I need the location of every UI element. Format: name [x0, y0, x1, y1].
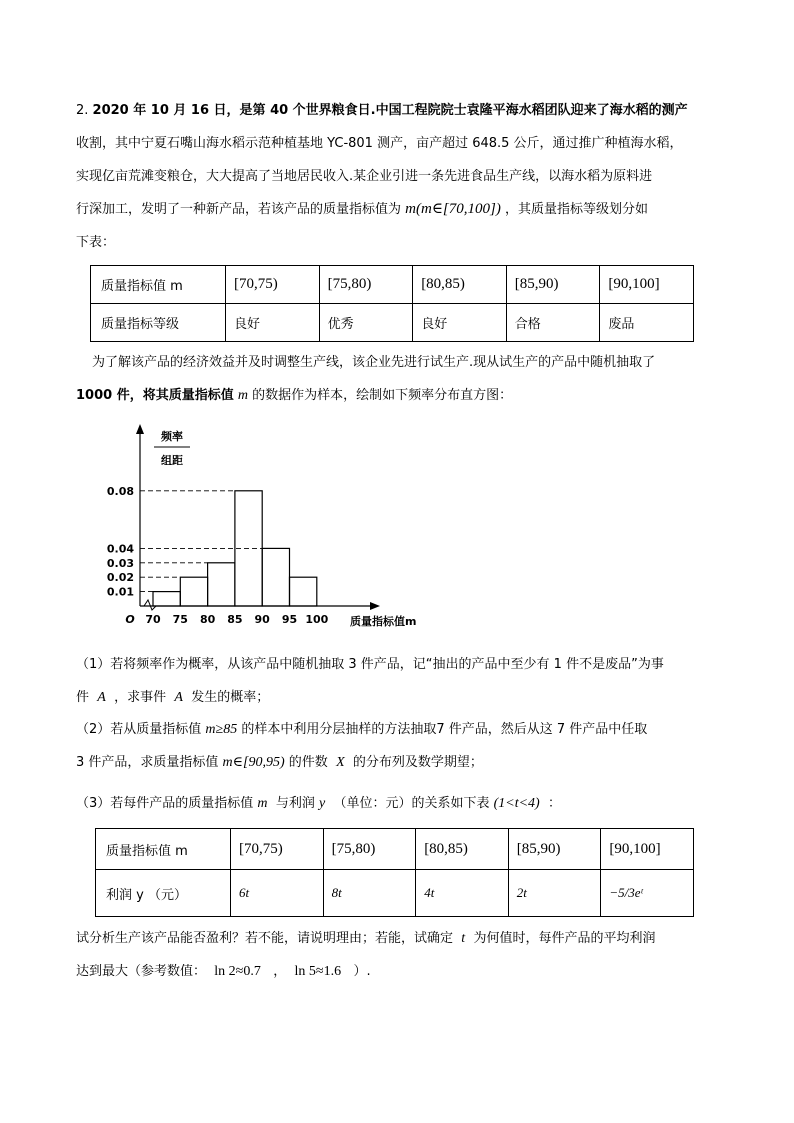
grade-level-4: 合格	[506, 304, 600, 342]
y-tick-label: 0.04	[106, 542, 134, 556]
q1-paragraph	[76, 648, 721, 714]
q2-text-2a: 3 件产品，求质量指标值	[76, 755, 219, 770]
profit-interval-1: [70,75)	[231, 829, 324, 870]
histogram-bar-95-100	[290, 577, 317, 606]
x-axis-arrow	[370, 602, 380, 610]
q1-text-2a: 件	[76, 690, 90, 705]
grade-header-level: 质量指标等级	[91, 304, 226, 342]
grade-table	[90, 265, 694, 342]
histogram-bar-90-95	[262, 548, 289, 606]
question-number: 2.	[76, 103, 93, 118]
q3-paragraph	[76, 787, 721, 820]
x-tick-label: 100	[305, 613, 329, 626]
conclusion-text-2a: 达到最大（参考数值：	[76, 964, 207, 979]
q2-paragraph	[76, 713, 721, 779]
grade-level-5: 废品	[600, 304, 694, 342]
conclusion-text-1b: 为何值时，每件产品的平均利润	[473, 931, 656, 946]
grade-level-2: 优秀	[319, 304, 413, 342]
math-ln5: ln 5≈1.6	[294, 964, 342, 979]
y-tick-label: 0.08	[106, 484, 134, 498]
axis-break-mark	[144, 600, 156, 610]
grade-interval-2: [75,80)	[319, 266, 413, 304]
q3-line-1	[76, 787, 721, 820]
histogram-bar-75-80	[180, 577, 207, 606]
sample-line-1: 为了解该产品的经济效益并及时调整生产线，该企业先进行试生产.现从试生产的产品中随机抽取了	[92, 355, 656, 370]
intro-line-4	[76, 193, 721, 226]
intro-line-1	[76, 94, 721, 127]
math-m: m	[237, 388, 248, 403]
sample-text-2a: 1000 件，将其质量指标值	[76, 388, 234, 403]
y-axis-label-bottom: 组距	[161, 454, 183, 467]
profit-interval-3: [80,85)	[416, 829, 509, 870]
q1-line-2	[76, 681, 721, 714]
math-ln2: ln 2≈0.7	[214, 964, 261, 979]
profit-value-3: 4t	[416, 870, 509, 917]
x-tick-label: 95	[281, 613, 298, 626]
y-tick-label: 0.01	[106, 585, 134, 599]
conclusion-text-2b: ）.	[353, 964, 371, 979]
y-tick-label: 0.03	[106, 556, 134, 570]
x-tick-label: 70	[145, 613, 161, 626]
frequency-histogram	[100, 420, 460, 630]
sample-paragraph	[76, 346, 721, 412]
q1-text-2b: ，求事件	[114, 690, 167, 705]
x-tick-label: 85	[227, 613, 243, 626]
x-tick-label: 80	[199, 613, 216, 626]
conclusion-line-1	[76, 922, 721, 955]
y-axis-label-top: 频率	[161, 430, 183, 443]
q1-line-1: （1）若将频率作为概率，从该产品中随机抽取 3 件产品，记“抽出的产品中至少有 1 件不是废品”为事	[76, 657, 664, 672]
conclusion-sep: ，	[273, 964, 287, 979]
profit-header-profit: 利润 y （元）	[96, 870, 231, 917]
q3-text-1c: （单位：元）的关系如下表	[333, 796, 490, 811]
grade-interval-3: [80,85)	[413, 266, 507, 304]
q2-line-2	[76, 746, 721, 779]
math-t: t	[461, 931, 466, 946]
q1-text-2c: 发生的概率；	[191, 690, 270, 705]
profit-interval-4: [85,90)	[508, 829, 601, 870]
q2-line-1	[76, 713, 721, 746]
profit-value-2: 8t	[323, 870, 416, 917]
q3-text-1d: ：	[547, 796, 561, 811]
math-m-q3: m	[257, 796, 268, 811]
intro-text-1: 2020 年 10 月 16 日，是第 40 个世界粮食日.中国工程院院士袁隆平海水稻团队迎来了海水稻的测产	[92, 103, 688, 118]
q2-text-1b: 的样本中利用分层抽样的方法抽取7 件产品，然后从这 7 件产品中任取	[241, 722, 648, 737]
intro-text-4a: 行深加工，发明了一种新产品，若该产品的质量指标值为	[76, 202, 402, 217]
math-m-in-90-95: m∈[90,95)	[222, 755, 285, 770]
grade-level-3: 良好	[413, 304, 507, 342]
math-x: X	[336, 755, 345, 770]
intro-line-3: 实现亿亩荒滩变粮仓，大大提高了当地居民收入.某企业引进一条先进食品生产线，以海水稻为原料进	[76, 169, 653, 184]
grade-table-row-levels	[91, 304, 694, 342]
grade-interval-4: [85,90)	[506, 266, 600, 304]
conclusion-paragraph	[76, 922, 721, 988]
y-tick-label: 0.02	[106, 571, 134, 585]
grade-header-quality: 质量指标值 m	[91, 266, 226, 304]
histogram-bar-70-75	[153, 592, 180, 606]
intro-line-2: 收割，其中宁夏石嘴山海水稻示范种植基地 YC-801 测产，亩产超过 648.5 公斤，通过推广种植海水稻，	[76, 136, 683, 151]
profit-table-row-intervals	[96, 829, 694, 870]
conclusion-text-1a: 试分析生产该产品能否盈利？若不能，请说明理由；若能，试确定	[76, 931, 454, 946]
math-y: y	[318, 796, 326, 811]
profit-table-row-values	[96, 870, 694, 917]
intro-paragraph	[76, 94, 721, 259]
profit-value-1: 6t	[231, 870, 324, 917]
x-tick-label: 75	[172, 613, 188, 626]
sample-line-2	[76, 379, 721, 412]
histogram-bar-80-85	[208, 563, 235, 606]
sample-text-2b: 的数据作为样本，绘制如下频率分布直方图：	[252, 388, 513, 403]
grade-level-1: 良好	[226, 304, 320, 342]
math-m-ge-85: m≥85	[205, 722, 238, 737]
profit-interval-2: [75,80)	[323, 829, 416, 870]
origin-label: O	[125, 613, 135, 626]
q3-text-1b: 与利润	[275, 796, 315, 811]
math-event-a-2: A	[174, 690, 183, 705]
intro-text-4b: ，其质量指标等级划分如	[504, 202, 648, 217]
grade-interval-1: [70,75)	[226, 266, 320, 304]
conclusion-line-2	[76, 955, 721, 988]
profit-interval-5: [90,100]	[601, 829, 694, 870]
q3-text-1a: （3）若每件产品的质量指标值	[76, 796, 254, 811]
math-m-range: m(m∈[70,100])	[405, 201, 501, 217]
profit-value-5: −5/3eᵗ	[601, 870, 694, 917]
q2-text-1a: （2）若从质量指标值	[76, 722, 202, 737]
math-t-range: (1<t<4)	[493, 796, 540, 811]
grade-interval-5: [90,100]	[600, 266, 694, 304]
x-axis-label: 质量指标值m	[350, 615, 417, 628]
intro-line-5: 下表：	[76, 235, 116, 250]
profit-table	[95, 828, 694, 917]
grade-table-row-intervals	[91, 266, 694, 304]
profit-header-quality: 质量指标值 m	[96, 829, 231, 870]
x-tick-label: 90	[254, 613, 270, 626]
math-event-a: A	[97, 690, 106, 705]
profit-value-4: 2t	[508, 870, 601, 917]
q2-text-2b: 的件数	[288, 755, 328, 770]
q2-text-2c: 的分布列及数学期望；	[352, 755, 483, 770]
y-axis-arrow	[136, 424, 144, 434]
